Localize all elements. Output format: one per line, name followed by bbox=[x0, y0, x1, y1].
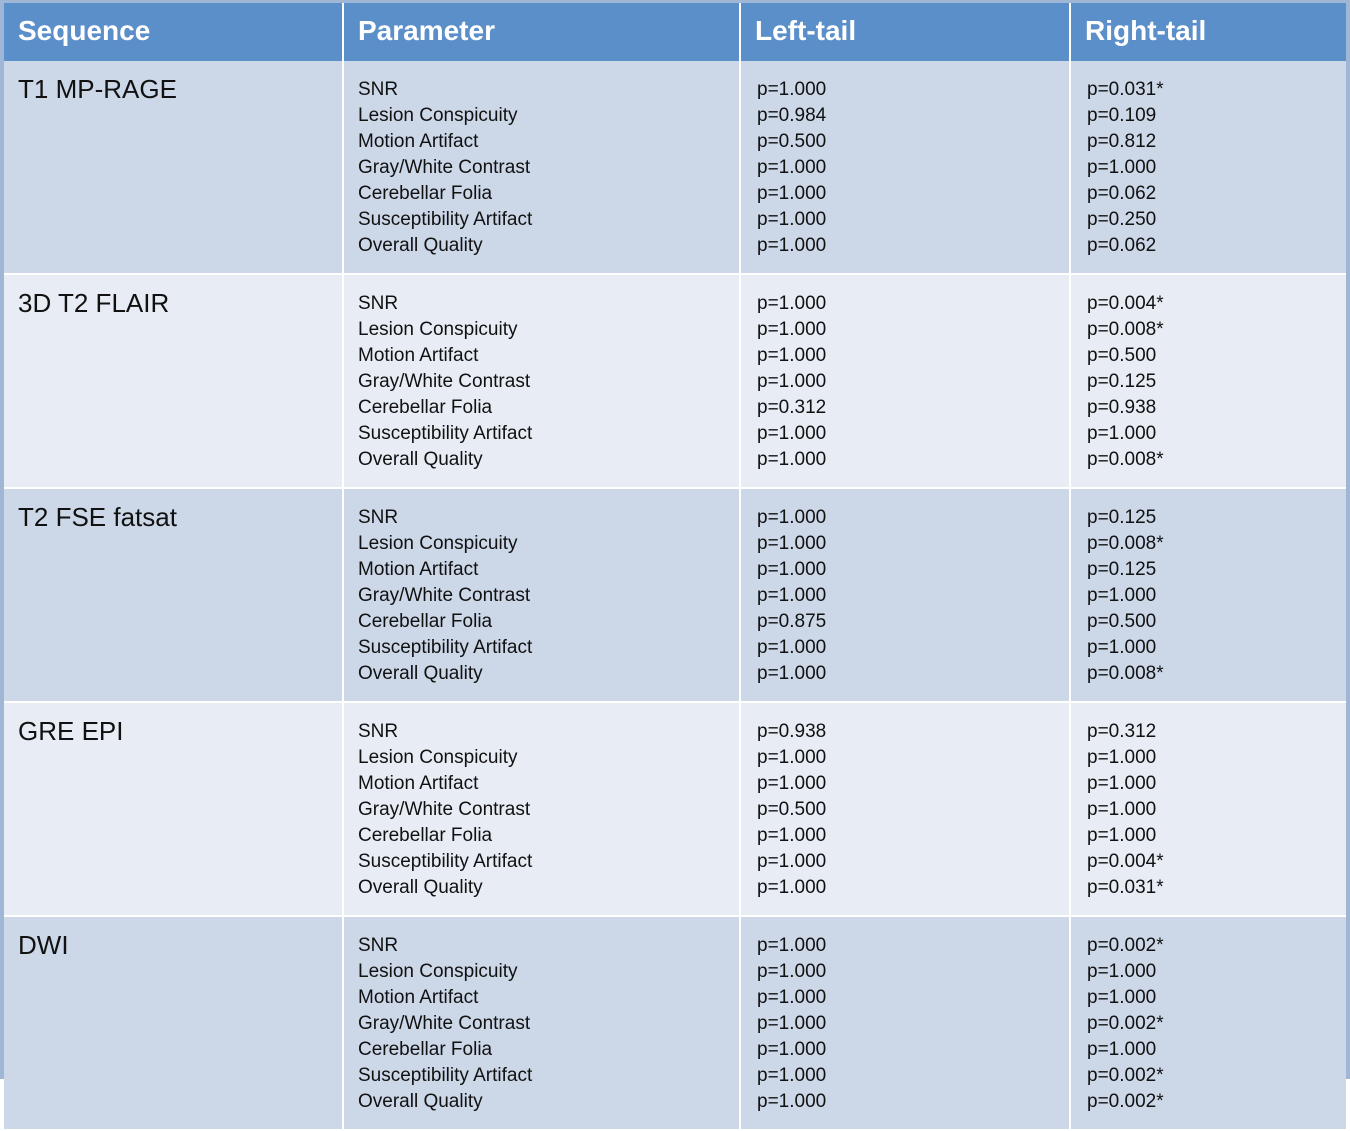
column-header-right-tail: Right-tail bbox=[1070, 3, 1346, 61]
p-value: p=0.008* bbox=[1087, 319, 1164, 340]
p-value: p=0.002* bbox=[1087, 1013, 1164, 1034]
parameter-item: Motion Artifact bbox=[358, 345, 479, 366]
parameter-item: Lesion Conspicuity bbox=[358, 747, 518, 768]
p-value: p=1.000 bbox=[757, 345, 827, 366]
p-value: p=1.000 bbox=[757, 585, 827, 606]
parameter-list bbox=[344, 275, 739, 487]
p-value: p=0.002* bbox=[1087, 935, 1164, 956]
p-value: p=0.312 bbox=[757, 397, 827, 418]
p-value: p=1.000 bbox=[1087, 961, 1157, 982]
parameter-item: Lesion Conspicuity bbox=[358, 319, 518, 340]
column-header-sequence: Sequence bbox=[4, 3, 343, 61]
p-value: p=1.000 bbox=[757, 319, 827, 340]
p-value: p=1.000 bbox=[757, 293, 827, 314]
p-value: p=0.008* bbox=[1087, 533, 1164, 554]
parameter-item: Overall Quality bbox=[358, 449, 483, 470]
p-value: p=1.000 bbox=[757, 935, 827, 956]
p-value: p=1.000 bbox=[1087, 825, 1157, 846]
parameter-cell bbox=[343, 916, 740, 1130]
parameter-item: Susceptibility Artifact bbox=[358, 209, 533, 230]
table-row bbox=[4, 916, 1346, 1130]
p-value: p=1.000 bbox=[1087, 747, 1157, 768]
column-header-parameter: Parameter bbox=[343, 3, 740, 61]
parameter-item: Overall Quality bbox=[358, 235, 483, 256]
p-value: p=1.000 bbox=[757, 183, 827, 204]
p-value: p=1.000 bbox=[757, 1013, 827, 1034]
right-tail-cell bbox=[1070, 488, 1346, 702]
p-value: p=1.000 bbox=[757, 877, 827, 898]
table-row bbox=[4, 488, 1346, 702]
p-value: p=1.000 bbox=[1087, 585, 1157, 606]
right-tail-value-list bbox=[1071, 489, 1346, 701]
right-tail-value-list bbox=[1071, 275, 1346, 487]
header-row bbox=[4, 3, 1346, 61]
p-value: p=0.002* bbox=[1087, 1091, 1164, 1112]
parameter-list bbox=[344, 703, 739, 915]
parameter-item: Gray/White Contrast bbox=[358, 585, 531, 606]
p-value: p=1.000 bbox=[1087, 1039, 1157, 1060]
p-value: p=0.984 bbox=[757, 105, 827, 126]
sequence-label: GRE EPI bbox=[18, 716, 124, 746]
sequence-label: T1 MP-RAGE bbox=[18, 74, 177, 104]
parameter-item: SNR bbox=[358, 721, 399, 742]
sequence-cell bbox=[4, 61, 343, 274]
left-tail-value-list bbox=[741, 275, 1069, 487]
p-value: p=1.000 bbox=[757, 961, 827, 982]
table-body bbox=[4, 61, 1346, 1130]
p-value: p=1.000 bbox=[757, 507, 827, 528]
parameter-item: Lesion Conspicuity bbox=[358, 105, 518, 126]
parameter-item: Overall Quality bbox=[358, 1091, 483, 1112]
sequence-label: T2 FSE fatsat bbox=[18, 502, 177, 532]
p-value: p=1.000 bbox=[1087, 157, 1157, 178]
table-row bbox=[4, 61, 1346, 274]
p-value: p=0.500 bbox=[1087, 611, 1157, 632]
parameter-cell bbox=[343, 61, 740, 274]
p-value: p=1.000 bbox=[757, 79, 827, 100]
parameter-item: Cerebellar Folia bbox=[358, 611, 493, 632]
p-value: p=0.031* bbox=[1087, 877, 1164, 898]
p-value: p=1.000 bbox=[757, 663, 827, 684]
p-value: p=0.938 bbox=[1087, 397, 1157, 418]
parameter-item: Lesion Conspicuity bbox=[358, 533, 518, 554]
p-value: p=0.062 bbox=[1087, 235, 1157, 256]
parameter-cell bbox=[343, 274, 740, 488]
sequence-cell bbox=[4, 916, 343, 1130]
p-value: p=1.000 bbox=[757, 209, 827, 230]
sequence-cell bbox=[4, 488, 343, 702]
right-tail-cell bbox=[1070, 702, 1346, 916]
parameter-list bbox=[344, 489, 739, 701]
p-value: p=0.500 bbox=[1087, 345, 1157, 366]
p-value: p=0.125 bbox=[1087, 371, 1157, 392]
p-value: p=0.062 bbox=[1087, 183, 1157, 204]
p-value: p=1.000 bbox=[757, 825, 827, 846]
table-header bbox=[4, 3, 1346, 61]
left-tail-value-list bbox=[741, 703, 1069, 915]
p-value: p=1.000 bbox=[757, 637, 827, 658]
p-value: p=1.000 bbox=[757, 423, 827, 444]
parameter-list bbox=[344, 917, 739, 1129]
parameter-item: Motion Artifact bbox=[358, 987, 479, 1008]
right-tail-cell bbox=[1070, 61, 1346, 274]
left-tail-cell bbox=[740, 274, 1070, 488]
p-value: p=1.000 bbox=[757, 773, 827, 794]
parameter-item: Susceptibility Artifact bbox=[358, 851, 533, 872]
p-value: p=1.000 bbox=[757, 851, 827, 872]
left-tail-value-list bbox=[741, 61, 1069, 273]
column-header-left-tail: Left-tail bbox=[740, 3, 1070, 61]
p-value: p=0.312 bbox=[1087, 721, 1157, 742]
p-value: p=0.004* bbox=[1087, 851, 1164, 872]
left-tail-cell bbox=[740, 488, 1070, 702]
parameter-item: SNR bbox=[358, 79, 399, 100]
p-value: p=0.008* bbox=[1087, 449, 1164, 470]
p-value: p=0.250 bbox=[1087, 209, 1157, 230]
p-value: p=1.000 bbox=[757, 1091, 827, 1112]
parameter-item: Motion Artifact bbox=[358, 131, 479, 152]
p-value: p=1.000 bbox=[757, 747, 827, 768]
p-value: p=1.000 bbox=[757, 1065, 827, 1086]
left-tail-value-list bbox=[741, 489, 1069, 701]
p-value: p=1.000 bbox=[757, 449, 827, 470]
p-value: p=0.812 bbox=[1087, 131, 1157, 152]
p-value: p=1.000 bbox=[757, 371, 827, 392]
p-value: p=1.000 bbox=[1087, 773, 1157, 794]
p-value: p=0.938 bbox=[757, 721, 827, 742]
left-tail-cell bbox=[740, 61, 1070, 274]
p-value: p=0.875 bbox=[757, 611, 827, 632]
right-tail-value-list bbox=[1071, 61, 1346, 273]
p-value: p=0.008* bbox=[1087, 663, 1164, 684]
p-value: p=0.004* bbox=[1087, 293, 1164, 314]
p-value: p=1.000 bbox=[1087, 799, 1157, 820]
left-tail-cell bbox=[740, 916, 1070, 1130]
parameter-item: Susceptibility Artifact bbox=[358, 637, 533, 658]
parameter-cell bbox=[343, 702, 740, 916]
p-value: p=1.000 bbox=[757, 157, 827, 178]
statistics-table bbox=[4, 3, 1346, 1131]
parameter-list bbox=[344, 61, 739, 273]
parameter-item: Motion Artifact bbox=[358, 559, 479, 580]
parameter-item: Overall Quality bbox=[358, 877, 483, 898]
parameter-item: SNR bbox=[358, 293, 399, 314]
sequence-cell bbox=[4, 274, 343, 488]
p-value: p=0.109 bbox=[1087, 105, 1157, 126]
p-value: p=0.500 bbox=[757, 799, 827, 820]
p-value: p=1.000 bbox=[757, 559, 827, 580]
right-tail-cell bbox=[1070, 274, 1346, 488]
parameter-item: Susceptibility Artifact bbox=[358, 423, 533, 444]
p-value: p=0.031* bbox=[1087, 79, 1164, 100]
parameter-item: Overall Quality bbox=[358, 663, 483, 684]
parameter-item: Susceptibility Artifact bbox=[358, 1065, 533, 1086]
parameter-item: Gray/White Contrast bbox=[358, 799, 531, 820]
p-value: p=0.500 bbox=[757, 131, 827, 152]
sequence-cell bbox=[4, 702, 343, 916]
parameter-item: Gray/White Contrast bbox=[358, 1013, 531, 1034]
p-value: p=1.000 bbox=[1087, 423, 1157, 444]
table-row bbox=[4, 274, 1346, 488]
p-value: p=1.000 bbox=[757, 533, 827, 554]
parameter-item: Cerebellar Folia bbox=[358, 825, 493, 846]
parameter-item: Cerebellar Folia bbox=[358, 397, 493, 418]
parameter-item: SNR bbox=[358, 507, 399, 528]
right-tail-cell bbox=[1070, 916, 1346, 1130]
p-value: p=1.000 bbox=[757, 235, 827, 256]
parameter-item: Cerebellar Folia bbox=[358, 1039, 493, 1060]
right-tail-value-list bbox=[1071, 703, 1346, 915]
table-row bbox=[4, 702, 1346, 916]
parameter-item: Lesion Conspicuity bbox=[358, 961, 518, 982]
parameter-item: Gray/White Contrast bbox=[358, 371, 531, 392]
parameter-item: Gray/White Contrast bbox=[358, 157, 531, 178]
left-tail-value-list bbox=[741, 917, 1069, 1129]
parameter-cell bbox=[343, 488, 740, 702]
p-value: p=0.002* bbox=[1087, 1065, 1164, 1086]
sequence-label: 3D T2 FLAIR bbox=[18, 288, 170, 318]
p-value: p=1.000 bbox=[1087, 637, 1157, 658]
parameter-item: SNR bbox=[358, 935, 399, 956]
left-tail-cell bbox=[740, 702, 1070, 916]
p-value: p=1.000 bbox=[757, 987, 827, 1008]
parameter-item: Motion Artifact bbox=[358, 773, 479, 794]
p-value: p=0.125 bbox=[1087, 559, 1157, 580]
p-value: p=1.000 bbox=[757, 1039, 827, 1060]
p-value: p=1.000 bbox=[1087, 987, 1157, 1008]
sequence-label: DWI bbox=[18, 930, 69, 960]
parameter-item: Cerebellar Folia bbox=[358, 183, 493, 204]
right-tail-value-list bbox=[1071, 917, 1346, 1129]
p-value: p=0.125 bbox=[1087, 507, 1157, 528]
